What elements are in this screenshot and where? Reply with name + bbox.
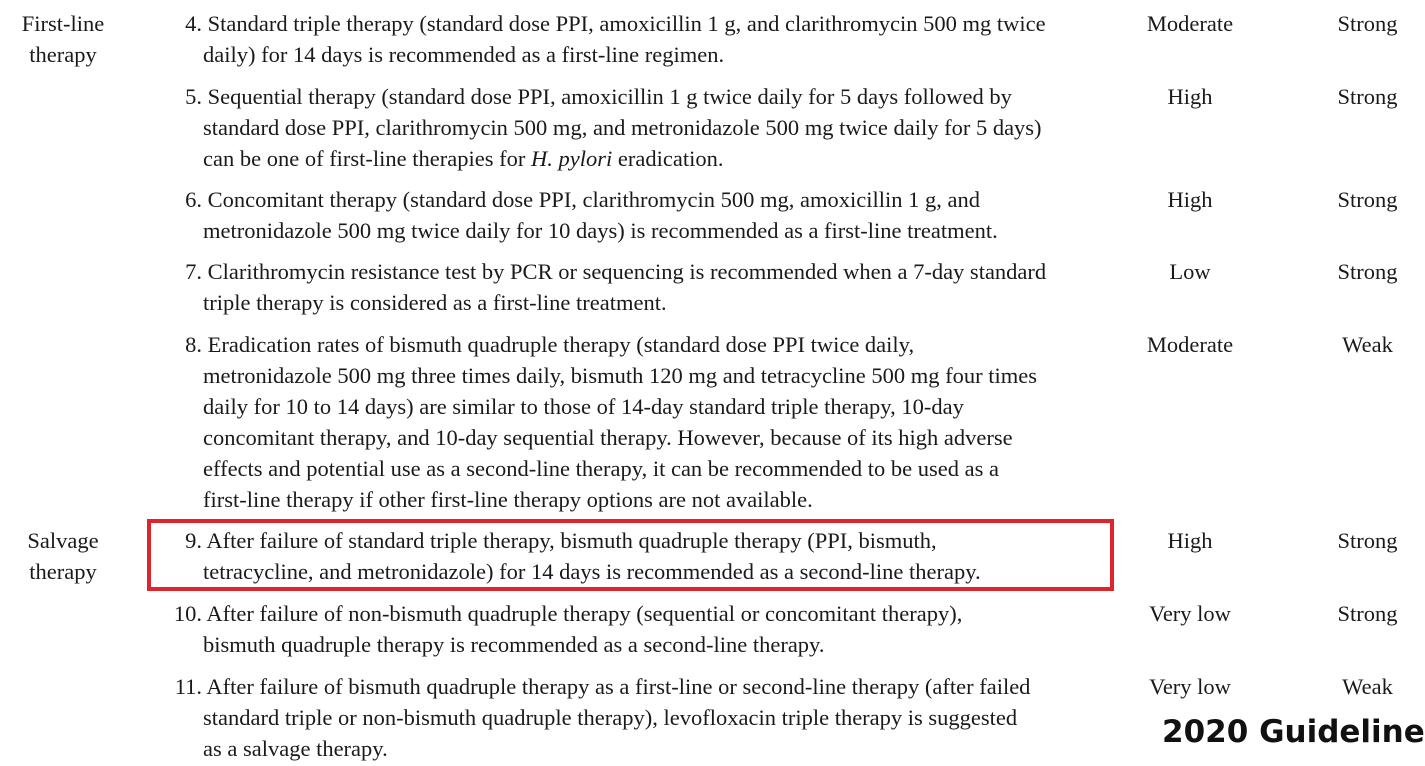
category-first-line [8, 8, 118, 70]
recommendation-grade: Weak [1342, 674, 1393, 699]
recommendation-grade: Strong [1337, 259, 1398, 284]
statement-line: After failure of non-bismuth quadruple therapy (sequential or concomitant therapy), [206, 601, 963, 626]
statement-line: Standard triple therapy (standard dose PPI, amoxicillin 1 g, and clarithromycin 500 mg twice [207, 11, 1046, 36]
statement-number: 5. [185, 84, 202, 109]
statement-6 [160, 184, 1105, 246]
statement-number: 4. [185, 11, 202, 36]
statement-number: 8. [185, 332, 202, 357]
category-label-line1: Salvage [27, 528, 99, 553]
recommendation-grade: Weak [1342, 332, 1393, 357]
statement-line: tetracycline, and metronidazole) for 14 days is recommended as a second-line therapy. [203, 559, 981, 584]
organism-name: H. pylori [531, 146, 613, 171]
category-label-line2: therapy [29, 42, 97, 67]
highlight-box [147, 519, 1114, 591]
statement-line: triple therapy is considered as a first-line treatment. [203, 290, 667, 315]
category-label-line1: First-line [21, 11, 105, 36]
statement-tail: eradication. [612, 146, 724, 171]
guideline-year-badge: 2020 Guideline [1162, 714, 1425, 750]
statement-line: concomitant therapy, and 10-day sequential therapy. However, because of its high adverse [203, 425, 1013, 450]
statement-line: After failure of standard triple therapy, bismuth quadruple therapy (PPI, bismuth, [206, 528, 937, 553]
recommendation-grade: Strong [1337, 528, 1398, 553]
evidence-level: Moderate [1146, 332, 1234, 357]
statement-line: bismuth quadruple therapy is recommended as a second-line therapy. [203, 632, 825, 657]
statement-line: metronidazole 500 mg three times daily, bismuth 120 mg and tetracycline 500 mg four times [203, 363, 1037, 388]
statement-number: 6. [185, 187, 202, 212]
statement-5 [160, 81, 1105, 174]
evidence-level: Low [1169, 259, 1211, 284]
category-salvage [8, 525, 118, 587]
statement-line: Clarithromycin resistance test by PCR or sequencing is recommended when a 7-day standard [207, 259, 1047, 284]
statement-line: Eradication rates of bismuth quadruple therapy (standard dose PPI twice daily, [207, 332, 915, 357]
evidence-level: Very low [1149, 601, 1231, 626]
statement-line: daily) for 14 days is recommended as a first-line regimen. [203, 42, 725, 67]
evidence-level: Moderate [1146, 11, 1234, 36]
statement-line: After failure of bismuth quadruple therapy as a first-line or second-line therapy (after failed [206, 674, 1031, 699]
statement-line: Concomitant therapy (standard dose PPI, clarithromycin 500 mg, amoxicillin 1 g, and [207, 187, 980, 212]
statement-10 [160, 598, 1105, 660]
category-label-line2: therapy [29, 559, 97, 584]
evidence-level: Very low [1149, 674, 1231, 699]
statement-line: effects and potential use as a second-line therapy, it can be recommended to be used as a [203, 456, 999, 481]
evidence-level: High [1167, 84, 1213, 109]
statement-number: 10. [173, 601, 202, 626]
statement-11 [160, 671, 1105, 764]
recommendation-grade: Strong [1337, 601, 1398, 626]
statement-line: daily for 10 to 14 days) are similar to those of 14-day standard triple therapy, 10-day [203, 394, 964, 419]
statement-line: as a salvage therapy. [203, 736, 388, 761]
statement-number: 9. [185, 528, 202, 553]
statement-line: standard dose PPI, clarithromycin 500 mg, and metronidazole 500 mg twice daily for 5 days) [203, 115, 1042, 140]
statement-line: first-line therapy if other first-line therapy options are not available. [203, 487, 813, 512]
statement-4 [160, 8, 1105, 70]
recommendation-grade: Strong [1337, 187, 1398, 212]
statement-number: 7. [185, 259, 202, 284]
statement-number: 11. [174, 674, 202, 699]
recommendation-grade: Strong [1337, 84, 1398, 109]
statement-line: standard triple or non-bismuth quadruple therapy), levofloxacin triple therapy is suggested [203, 705, 1018, 730]
statement-8 [160, 329, 1105, 515]
statement-line: metronidazole 500 mg twice daily for 10 days) is recommended as a first-line treatment. [203, 218, 998, 243]
statement-line: Sequential therapy (standard dose PPI, amoxicillin 1 g twice daily for 5 days followed by [207, 84, 1012, 109]
recommendation-grade: Strong [1337, 11, 1398, 36]
evidence-level: High [1167, 187, 1213, 212]
statement-line: can be one of first-line therapies for [203, 146, 526, 171]
evidence-level: High [1167, 528, 1213, 553]
statement-7 [160, 256, 1105, 318]
